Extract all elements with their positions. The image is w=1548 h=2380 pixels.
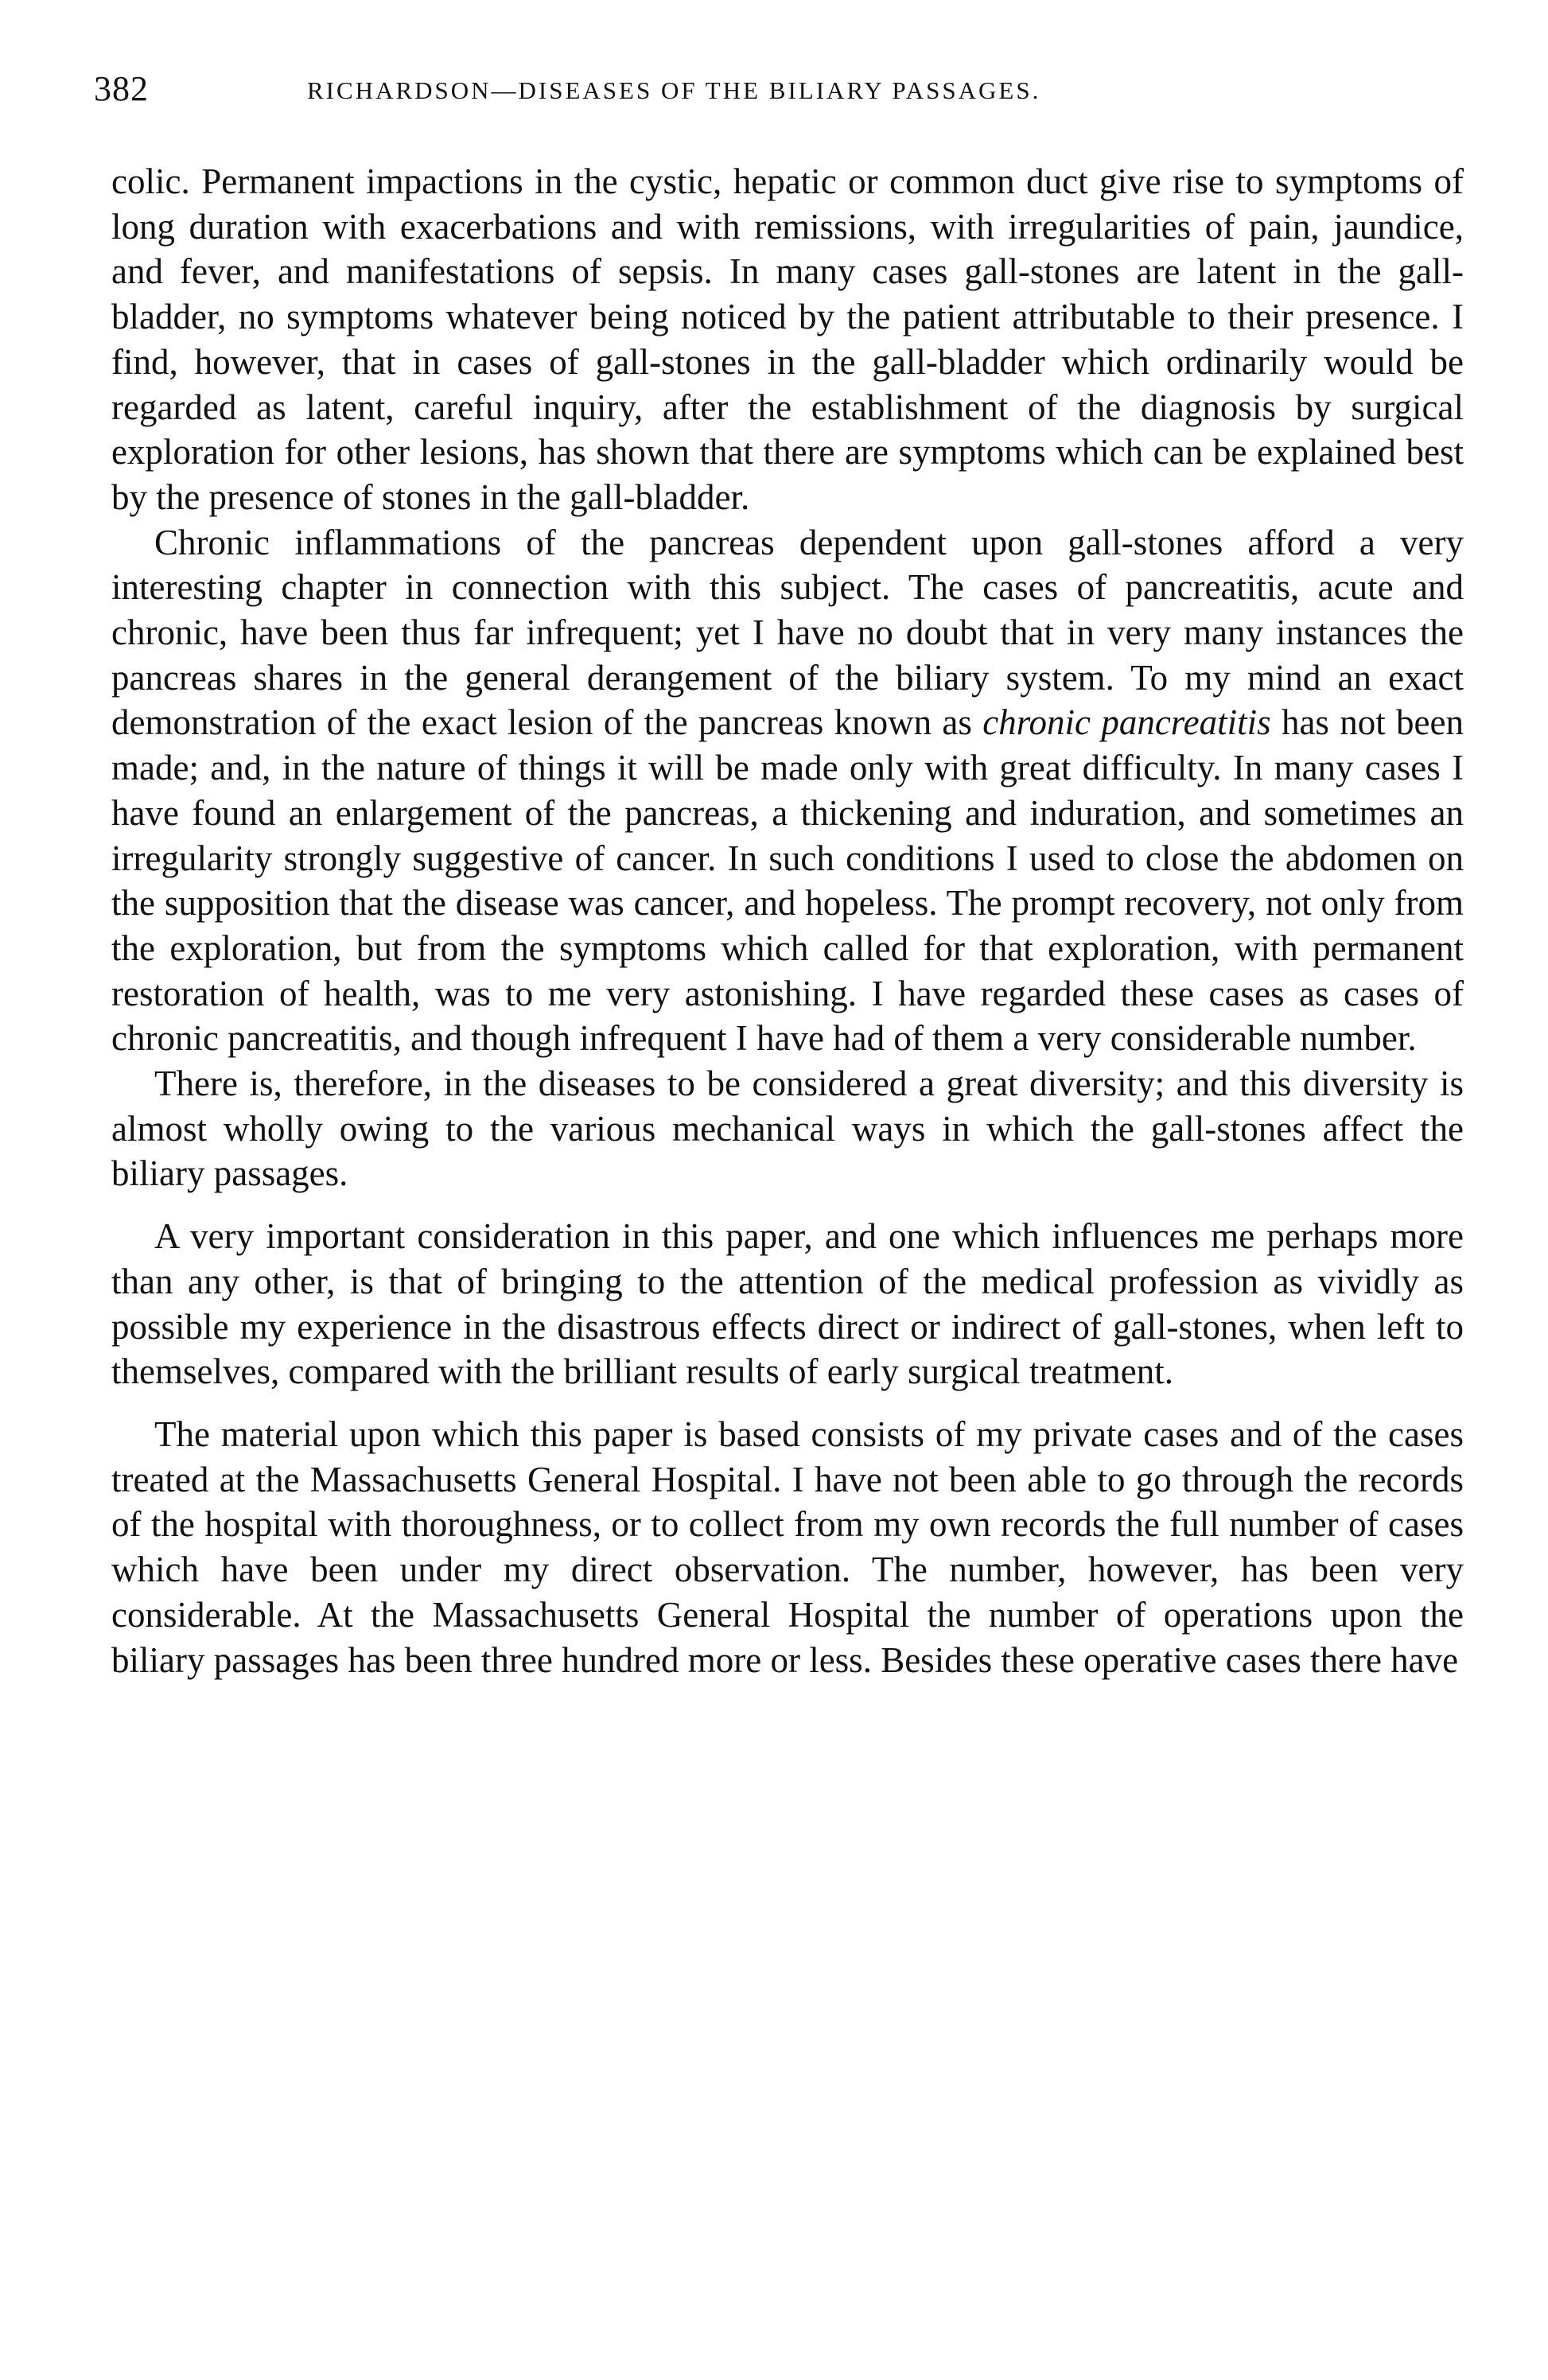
paragraph-material: The material upon which this paper is based consists of my private cases and of the cases treated at the Massachusetts General Hospital. I have not been able to go through the records of the hospital with thoroughness, or to collect from my own records the full number of cases which have been under my direct observation. The number, however, has been very considerable. At the Massachusetts General Hospital the number of operations upon the biliary passages has been three hundred more or less. Besides these operative cases there have [111, 1414, 1464, 1680]
paragraph-important-consideration: A very important consideration in this paper, and one which influences me perhaps more than any other, is that of bringing to the attention of the medical profession as vividly as possible my experience in the disastrous effects direct or indirect of gall-stones, when left to themselves, compared with the brilliant results of early surgical treatment. [111, 1216, 1464, 1392]
italic-term: chronic pancreatitis [982, 702, 1271, 743]
running-title: RICHARDSON—DISEASES OF THE BILIARY PASSAGES. [307, 76, 1041, 104]
body-text [111, 159, 1464, 1682]
paragraph-diversity: There is, therefore, in the diseases to be considered a great diversity; and this diversity is almost wholly owing to the various mechanical ways in which the gall-stones affect the biliary passages. [111, 1064, 1464, 1194]
page-number: 382 [94, 69, 149, 108]
running-head [94, 65, 1462, 113]
paragraph-chronic-pancreatitis [111, 520, 1464, 1061]
paragraph-text: Chronic inflammations of the pancreas dependent upon gall-stones afford a very interesting chapter in connection with this subject. The cases of pancreatitis, acute and chronic, have been thus far infrequent; yet I have no doubt that in very many instances the pancreas shares in the general derangement of the biliary system. To my mind an exact demonstration of the exact lesion of the pancreas known as [111, 522, 1464, 743]
paragraph-text: has not been made; and, in the nature of things it will be made only with great difficulty. In many cases I have found an enlargement of the pancreas, a thickening and induration, and sometimes an irregularity strongly suggestive of cancer. In such conditions I used to close the abdomen on the supposition that the disease was cancer, and hopeless. The prompt recovery, not only from the exploration, but from the symptoms which called for that exploration, with permanent restoration of health, was to me very astonishing. I have regarded these cases as cases of chronic pancreatitis, and though infrequent I have had of them a very considerable number. [111, 702, 1464, 1059]
paragraph-colic-continuation: colic. Permanent impactions in the cystic, hepatic or common duct give rise to symptoms of long duration with exacerbations and with remissions, with irregularities of pain, jaundice, and fever, and manifestations of sepsis. In many cases gall-stones are latent in the gall-bladder, no symptoms whatever being noticed by the patient attributable to their presence. I find, however, that in cases of gall-stones in the gall-bladder which ordinarily would be regarded as latent, careful inquiry, after the establishment of the diagnosis by surgical exploration for other lesions, has shown that there are symptoms which can be explained best by the presence of stones in the gall-bladder. [111, 161, 1464, 517]
